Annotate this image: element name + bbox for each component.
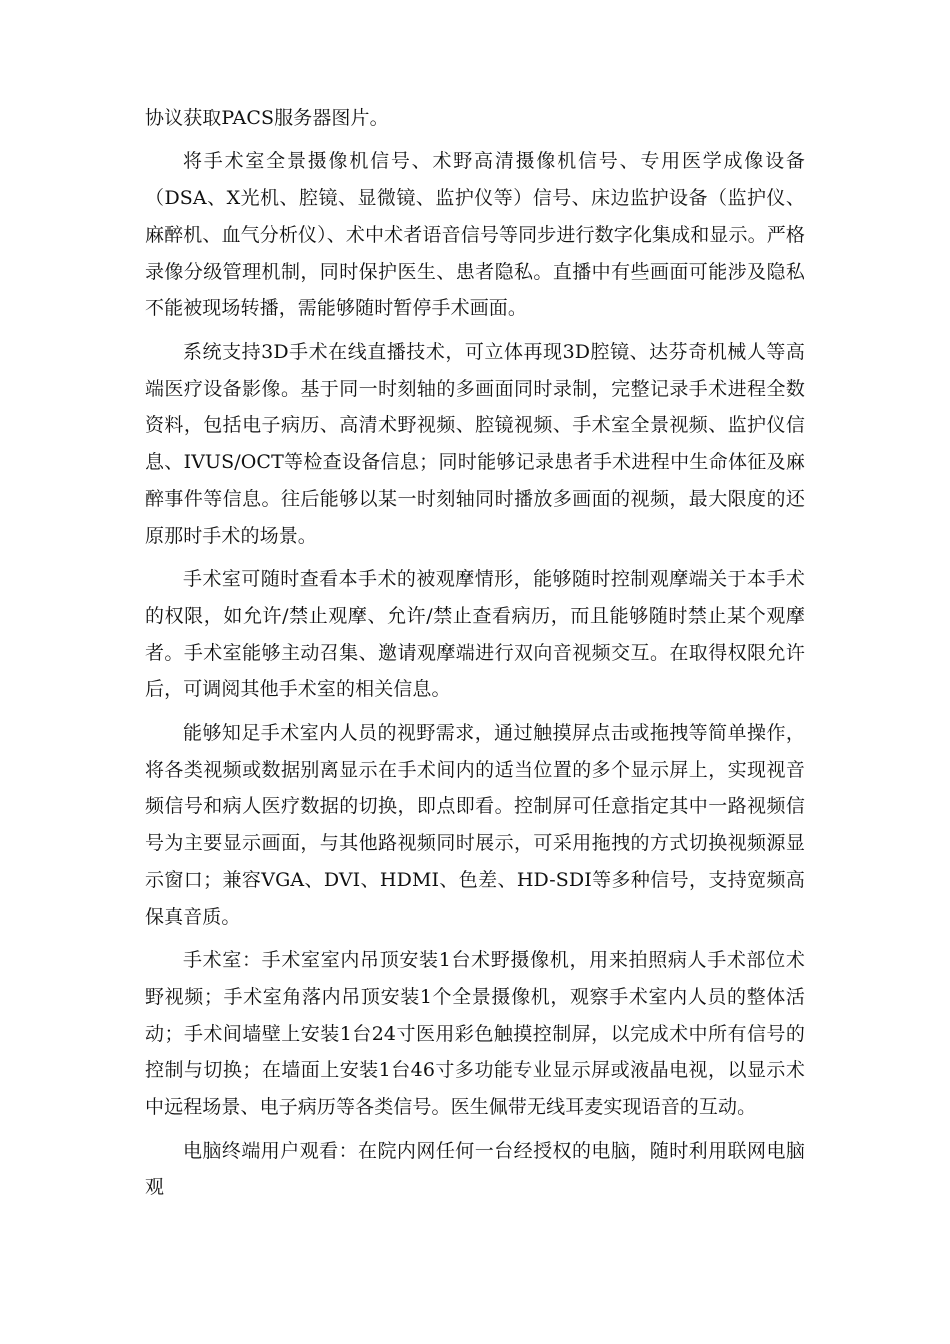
paragraph-2: 将手术室全景摄像机信号、术野高清摄像机信号、专用医学成像设备（DSA、X光机、腔镜、显微镜、监护仪等）信号、床边监护设备（监护仪、麻醉机、血气分析仪）、术中术者语音信号等同步进行数字化集成和显示。严格录像分级管理机制，同时保护医生、患者隐私。直播中有些画面可能涉及隐私不能被现场转播，需能够随时暂停手术画面。 bbox=[145, 150, 805, 320]
document-page bbox=[145, 100, 805, 1213]
paragraph-7: 电脑终端用户观看：在院内网任何一台经授权的电脑，随时利用联网电脑观 bbox=[145, 1139, 805, 1199]
paragraph-3: 系统支持3D手术在线直播技术，可立体再现3D腔镜、达芬奇机械人等高端医疗设备影像。基于同一时刻轴的多画面同时录制，完整记录手术进程全数资料，包括电子病历、高清术野视频、腔镜视频、手术室全景视频、监护仪信息、IVUS/OCT等检查设备信息；同时能够记录患者手术进程中生命体征及麻醉事件等信息。往后能够以某一时刻轴同时播放多画面的视频，最大限度的还原那时手术的场景。 bbox=[145, 340, 805, 547]
paragraph-1: 协议获取PACS服务器图片。 bbox=[145, 107, 389, 129]
paragraph-5: 能够知足手术室内人员的视野需求，通过触摸屏点击或拖拽等简单操作，将各类视频或数据别离显示在手术间内的适当位置的多个显示屏上，实现视音频信号和病人医疗数据的切换，即点即看。控制屏可任意指定其中一路视频信号为主要显示画面，与其他路视频同时展示，可采用拖拽的方式切换视频源显示窗口；兼容VGA、DVI、HDMI、色差、HD-SDI等多种信号，支持宽频高保真音质。 bbox=[145, 721, 805, 928]
paragraph-6: 手术室：手术室室内吊顶安装1台术野摄像机，用来拍照病人手术部位术野视频；手术室角落内吊顶安装1个全景摄像机，观察手术室内人员的整体活动；手术间墙壁上安装1台24寸医用彩色触摸控制屏，以完成术中所有信号的控制与切换；在墙面上安装1台46寸多功能专业显示屏或液晶电视，以显示术中远程场景、电子病历等各类信号。医生佩带无线耳麦实现语音的互动。 bbox=[145, 949, 805, 1119]
paragraph-4: 手术室可随时查看本手术的被观摩情形，能够随时控制观摩端关于本手术的权限，如允许/禁止观摩、允许/禁止查看病历，而且能够随时禁止某个观摩者。手术室能够主动召集、邀请观摩端进行双向音视频交互。在取得权限允许后，可调阅其他手术室的相关信息。 bbox=[145, 568, 805, 701]
